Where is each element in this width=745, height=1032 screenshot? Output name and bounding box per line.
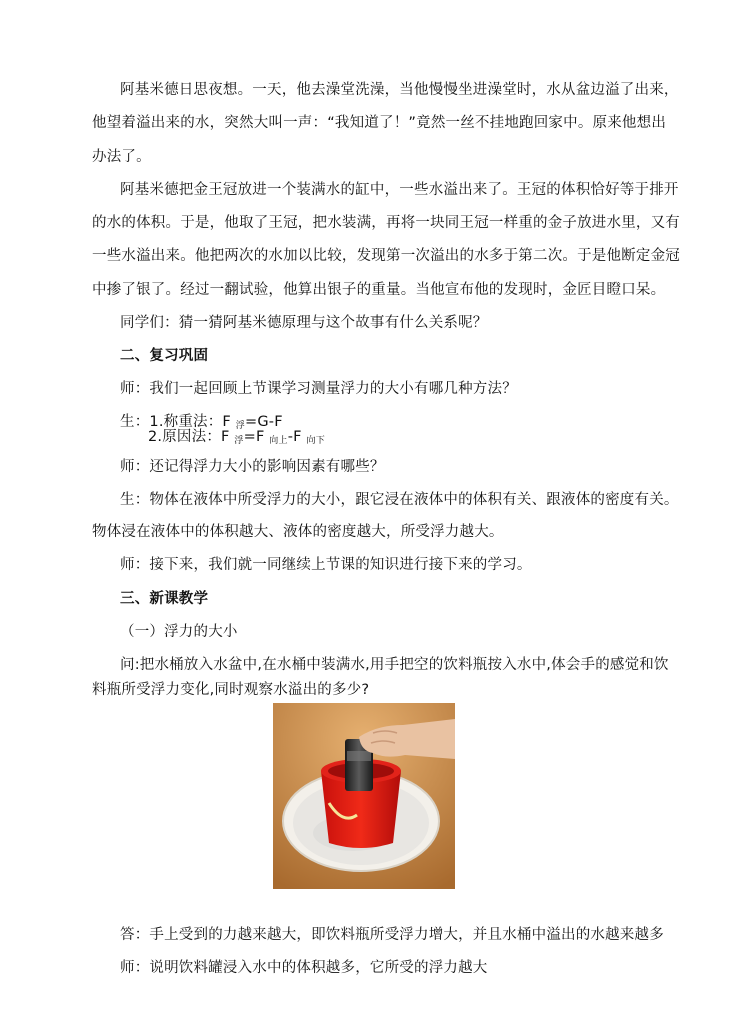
story-line-2: 他望着溢出来的水，突然大叫一声：“我知道了！”竟然一丝不挂地跑回家中。原来他想出 xyxy=(92,115,667,131)
story-line-1: 阿基米德日思夜想。一天，他去澡堂洗澡，当他慢慢坐进澡堂时，水从盆边溢了出来， xyxy=(120,82,679,98)
method-cause-eq2: -F xyxy=(287,429,307,445)
teacher-conclusion: 师：说明饮料罐浸入水中的体积越多，它所受的浮力越大 xyxy=(120,960,488,976)
story2-line-4: 中掺了银了。经过一翻试验，他算出银子的重量。当他宣布他的发现时，金匠目瞪口呆。 xyxy=(92,282,666,298)
subscript-float: 浮 xyxy=(234,436,244,446)
subsection-heading-buoyancy: （一）浮力的大小 xyxy=(120,624,238,640)
subscript-down: 向下 xyxy=(306,436,325,446)
student-answer-line-2: 物体浸在液体中的体积越大、液体的密度越大，所受浮力越大。 xyxy=(92,524,504,540)
subscript-float: 浮 xyxy=(235,421,245,431)
story2-line-3: 一些水溢出来。他把两次的水加以比较，发现第一次溢出的水多于第二次。于是他断定金冠 xyxy=(92,248,680,264)
story2-line-1: 阿基米德把金王冠放进一个装满水的缸中，一些水溢出来了。王冠的体积恰好等于排开 xyxy=(120,182,679,198)
experiment-question-line-2: 料瓶所受浮力变化,同时观察水溢出的多少? xyxy=(92,682,370,698)
teacher-question-2: 师：还记得浮力大小的影响因素有哪些？ xyxy=(120,459,385,475)
method-cause xyxy=(148,427,325,451)
method-cause-eq1: =F xyxy=(243,429,270,445)
question-to-students: 同学们：猜一猜阿基米德原理与这个故事有什么关系呢？ xyxy=(120,315,488,331)
experiment-question-line-1: 问:把水桶放入水盆中,在水桶中装满水,用手把空的饮料瓶按入水中,体会手的感觉和饮 xyxy=(120,657,669,673)
experiment-photo-illustration xyxy=(273,703,455,889)
method-weighing-label: 生：1.称重法：F xyxy=(120,414,236,430)
method-weighing-eq: =G-F xyxy=(245,414,283,430)
teacher-transition: 师：接下来，我们就一同继续上节课的知识进行接下来的学习。 xyxy=(120,557,532,573)
experiment-photo xyxy=(273,703,455,889)
student-answer-line-1: 生：物体在液体中所受浮力的大小，跟它浸在液体中的体积有关、跟液体的密度有关。 xyxy=(120,492,679,508)
story-line-3: 办法了。 xyxy=(92,149,151,165)
section-heading-review: 二、复习巩固 xyxy=(120,348,209,364)
subscript-up: 向上 xyxy=(269,436,288,446)
story2-line-2: 的水的体积。于是，他取了王冠，把水装满，再将一块同王冠一样重的金子放进水里，又有 xyxy=(92,215,680,231)
teacher-question-1: 师：我们一起回顾上节课学习测量浮力的大小有哪几种方法？ xyxy=(120,381,517,397)
answer-line: 答：手上受到的力越来越大，即饮料瓶所受浮力增大，并且水桶中溢出的水越来越多 xyxy=(120,927,664,943)
section-heading-new-lesson: 三、新课教学 xyxy=(120,591,209,607)
method-cause-label: 2.原因法：F xyxy=(148,429,235,445)
